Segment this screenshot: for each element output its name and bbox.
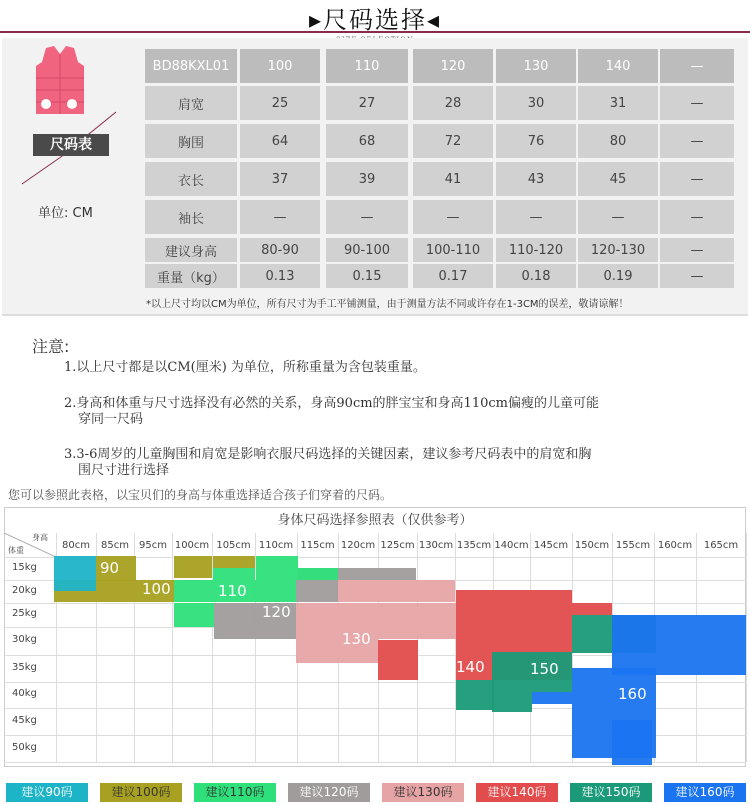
notes-title: 注意: [32, 337, 70, 356]
size-cell: — [326, 200, 408, 234]
size-block-110 [256, 556, 298, 580]
size-column-header: BD88KXL01 [145, 49, 237, 83]
size-cell: 0.17 [413, 264, 493, 288]
size-block-150 [456, 680, 494, 710]
size-block-160 [612, 615, 746, 675]
legend-item: 建议150码 [570, 783, 652, 802]
size-block-140 [378, 640, 418, 680]
grid-height-header: 125cm [380, 540, 415, 551]
grid-title: 身体尺码选择参照表（仅供参考） [277, 513, 473, 528]
size-cell: 41 [413, 162, 493, 196]
grid-height-header: 105cm [216, 540, 251, 551]
legend-item: 建议90码 [6, 783, 88, 802]
grid-height-header: 85cm [101, 540, 129, 551]
size-row-label: 袖长 [145, 200, 237, 234]
grid-height-header: 135cm [456, 540, 492, 551]
size-cell: 27 [326, 86, 408, 120]
legend-item: 建议120码 [288, 783, 370, 802]
grid-weight-label: 30kg [12, 634, 37, 645]
grid-height-header: 165cm [703, 540, 739, 551]
size-cell: 120-130 [578, 238, 658, 262]
size-cell: — [660, 238, 734, 262]
size-note: *以上尺寸均以CM为单位，所有尺寸为手工平铺测量，由于测量方法不同或许存在1-3CM的误差，敬请谅解！ [146, 299, 629, 310]
size-block-90 [54, 556, 96, 581]
size-block-160 [532, 692, 572, 704]
vest-product-image [32, 44, 88, 120]
size-chart-label: 尺码表 [33, 134, 109, 156]
grid-height-header: 160cm [657, 540, 693, 551]
size-row-label: 衣长 [145, 162, 237, 196]
size-cell: 43 [496, 162, 576, 196]
grid-weight-label: 50kg [12, 741, 37, 753]
size-block-label: 140 [456, 658, 485, 676]
size-block-130 [338, 580, 455, 602]
size-block-label: 150 [530, 660, 559, 678]
size-block-110 [213, 568, 255, 580]
note-item: 1.以上尺寸都是以CM(厘米) 为单位，所称重量为含包装重量。 [64, 360, 426, 375]
size-block-110 [174, 580, 214, 602]
size-cell: 90-100 [326, 238, 408, 262]
size-cell: — [660, 86, 734, 120]
size-column-header: 100 [240, 49, 320, 83]
grid-height-header: 155cm [615, 540, 651, 551]
legend-item: 建议100码 [100, 783, 182, 802]
grid-weight-label: 25kg [12, 608, 37, 619]
note-item: 3.3-6周岁的儿童胸围和肩宽是影响衣服尺码选择的关键因素，建议参考尺码表中的肩宽和胸 [64, 447, 592, 462]
note-item: 围尺寸进行选择 [78, 463, 170, 478]
size-cell: — [660, 124, 734, 158]
legend-item: 建议110码 [194, 783, 276, 802]
page-title: ▸尺码选择◂ [308, 6, 442, 34]
size-cell: 72 [413, 124, 493, 158]
size-cell: 45 [578, 162, 658, 196]
grid-height-header: 145cm [533, 540, 569, 551]
size-column-header: 120 [413, 49, 493, 83]
size-block-100 [213, 556, 255, 568]
grid-height-header: 100cm [174, 540, 210, 551]
size-cell: 28 [413, 86, 493, 120]
grid-height-header: 95cm [139, 540, 167, 551]
size-row-label: 建议身高 [145, 238, 237, 262]
size-row-label: 重量（kg） [145, 264, 237, 288]
size-cell: — [660, 264, 734, 288]
grid-height-header: 140cm [494, 540, 529, 551]
size-block-130 [378, 603, 456, 639]
size-cell: — [578, 200, 658, 234]
grid-weight-label: 45kg [12, 714, 37, 726]
size-row-label: 胸围 [145, 124, 237, 158]
size-block-label: 130 [342, 630, 371, 648]
grid-height-header: 120cm [340, 540, 376, 551]
size-block-140 [572, 603, 612, 615]
size-cell: — [660, 200, 734, 234]
size-cell: 0.18 [496, 264, 576, 288]
size-cell: 68 [326, 124, 408, 158]
grid-height-header: 150cm [574, 540, 610, 551]
size-cell: — [496, 200, 576, 234]
size-cell: 31 [578, 86, 658, 120]
size-cell: — [240, 200, 320, 234]
size-column-header: 110 [326, 49, 408, 83]
legend-item: 建议130码 [382, 783, 464, 802]
size-block-90 [54, 580, 96, 591]
size-cell: — [660, 162, 734, 196]
size-cell: 25 [240, 86, 320, 120]
grid-height-header: 80cm [62, 540, 90, 551]
size-block-110 [298, 568, 338, 580]
size-block-120 [338, 568, 416, 580]
grid-line [746, 533, 747, 762]
size-cell: 110-120 [496, 238, 576, 262]
size-block-150 [492, 652, 532, 712]
grid-corner-weight: 体重 [8, 546, 24, 555]
size-block-label: 110 [218, 582, 247, 600]
size-cell: 39 [326, 162, 408, 196]
size-cell: 0.15 [326, 264, 408, 288]
grid-intro: 您可以参照此表格，以宝贝们的身高与体重选择适合孩子们穿着的尺码。 [8, 488, 393, 502]
size-cell: 30 [496, 86, 576, 120]
size-block-label: 100 [142, 580, 171, 598]
size-cell: 64 [240, 124, 320, 158]
size-cell: — [413, 200, 493, 234]
size-block-160 [612, 720, 652, 765]
size-column-header: 130 [496, 49, 576, 83]
grid-height-header: 130cm [418, 540, 454, 551]
size-block-100 [174, 556, 212, 578]
size-block-label: 160 [618, 685, 647, 703]
size-cell: 100-110 [413, 238, 493, 262]
unit-label: 单位: CM [38, 206, 93, 221]
size-cell: 0.19 [578, 264, 658, 288]
note-item: 穿同一尺码 [78, 412, 144, 427]
size-cell: 0.13 [240, 264, 320, 288]
grid-weight-label: 20kg [12, 584, 37, 596]
legend-item: 建议140码 [476, 783, 558, 802]
grid-height-header: 110cm [258, 540, 294, 551]
size-block-110 [174, 603, 214, 627]
size-block-label: 90 [100, 559, 120, 577]
size-cell: 37 [240, 162, 320, 196]
grid-weight-label: 35kg [12, 661, 37, 673]
legend-item: 建议160码 [664, 783, 746, 802]
grid-height-header: 115cm [300, 540, 335, 551]
size-cell: 80-90 [240, 238, 320, 262]
size-column-header: 140 [578, 49, 658, 83]
size-block-120 [296, 580, 338, 602]
grid-weight-label: 40kg [12, 688, 37, 699]
size-row-label: 肩宽 [145, 86, 237, 120]
size-column-header: — [660, 49, 734, 83]
grid-line [172, 533, 173, 762]
grid-weight-label: 15kg [12, 561, 37, 573]
note-item: 2.身高和体重与尺寸选择没有必然的关系，身高90cm的胖宝宝和身高110cm偏瘦的儿童可能 [64, 396, 599, 411]
grid-corner-height: 身高 [32, 533, 48, 542]
size-cell: 76 [496, 124, 576, 158]
size-cell: 80 [578, 124, 658, 158]
size-block-label: 120 [262, 603, 291, 621]
